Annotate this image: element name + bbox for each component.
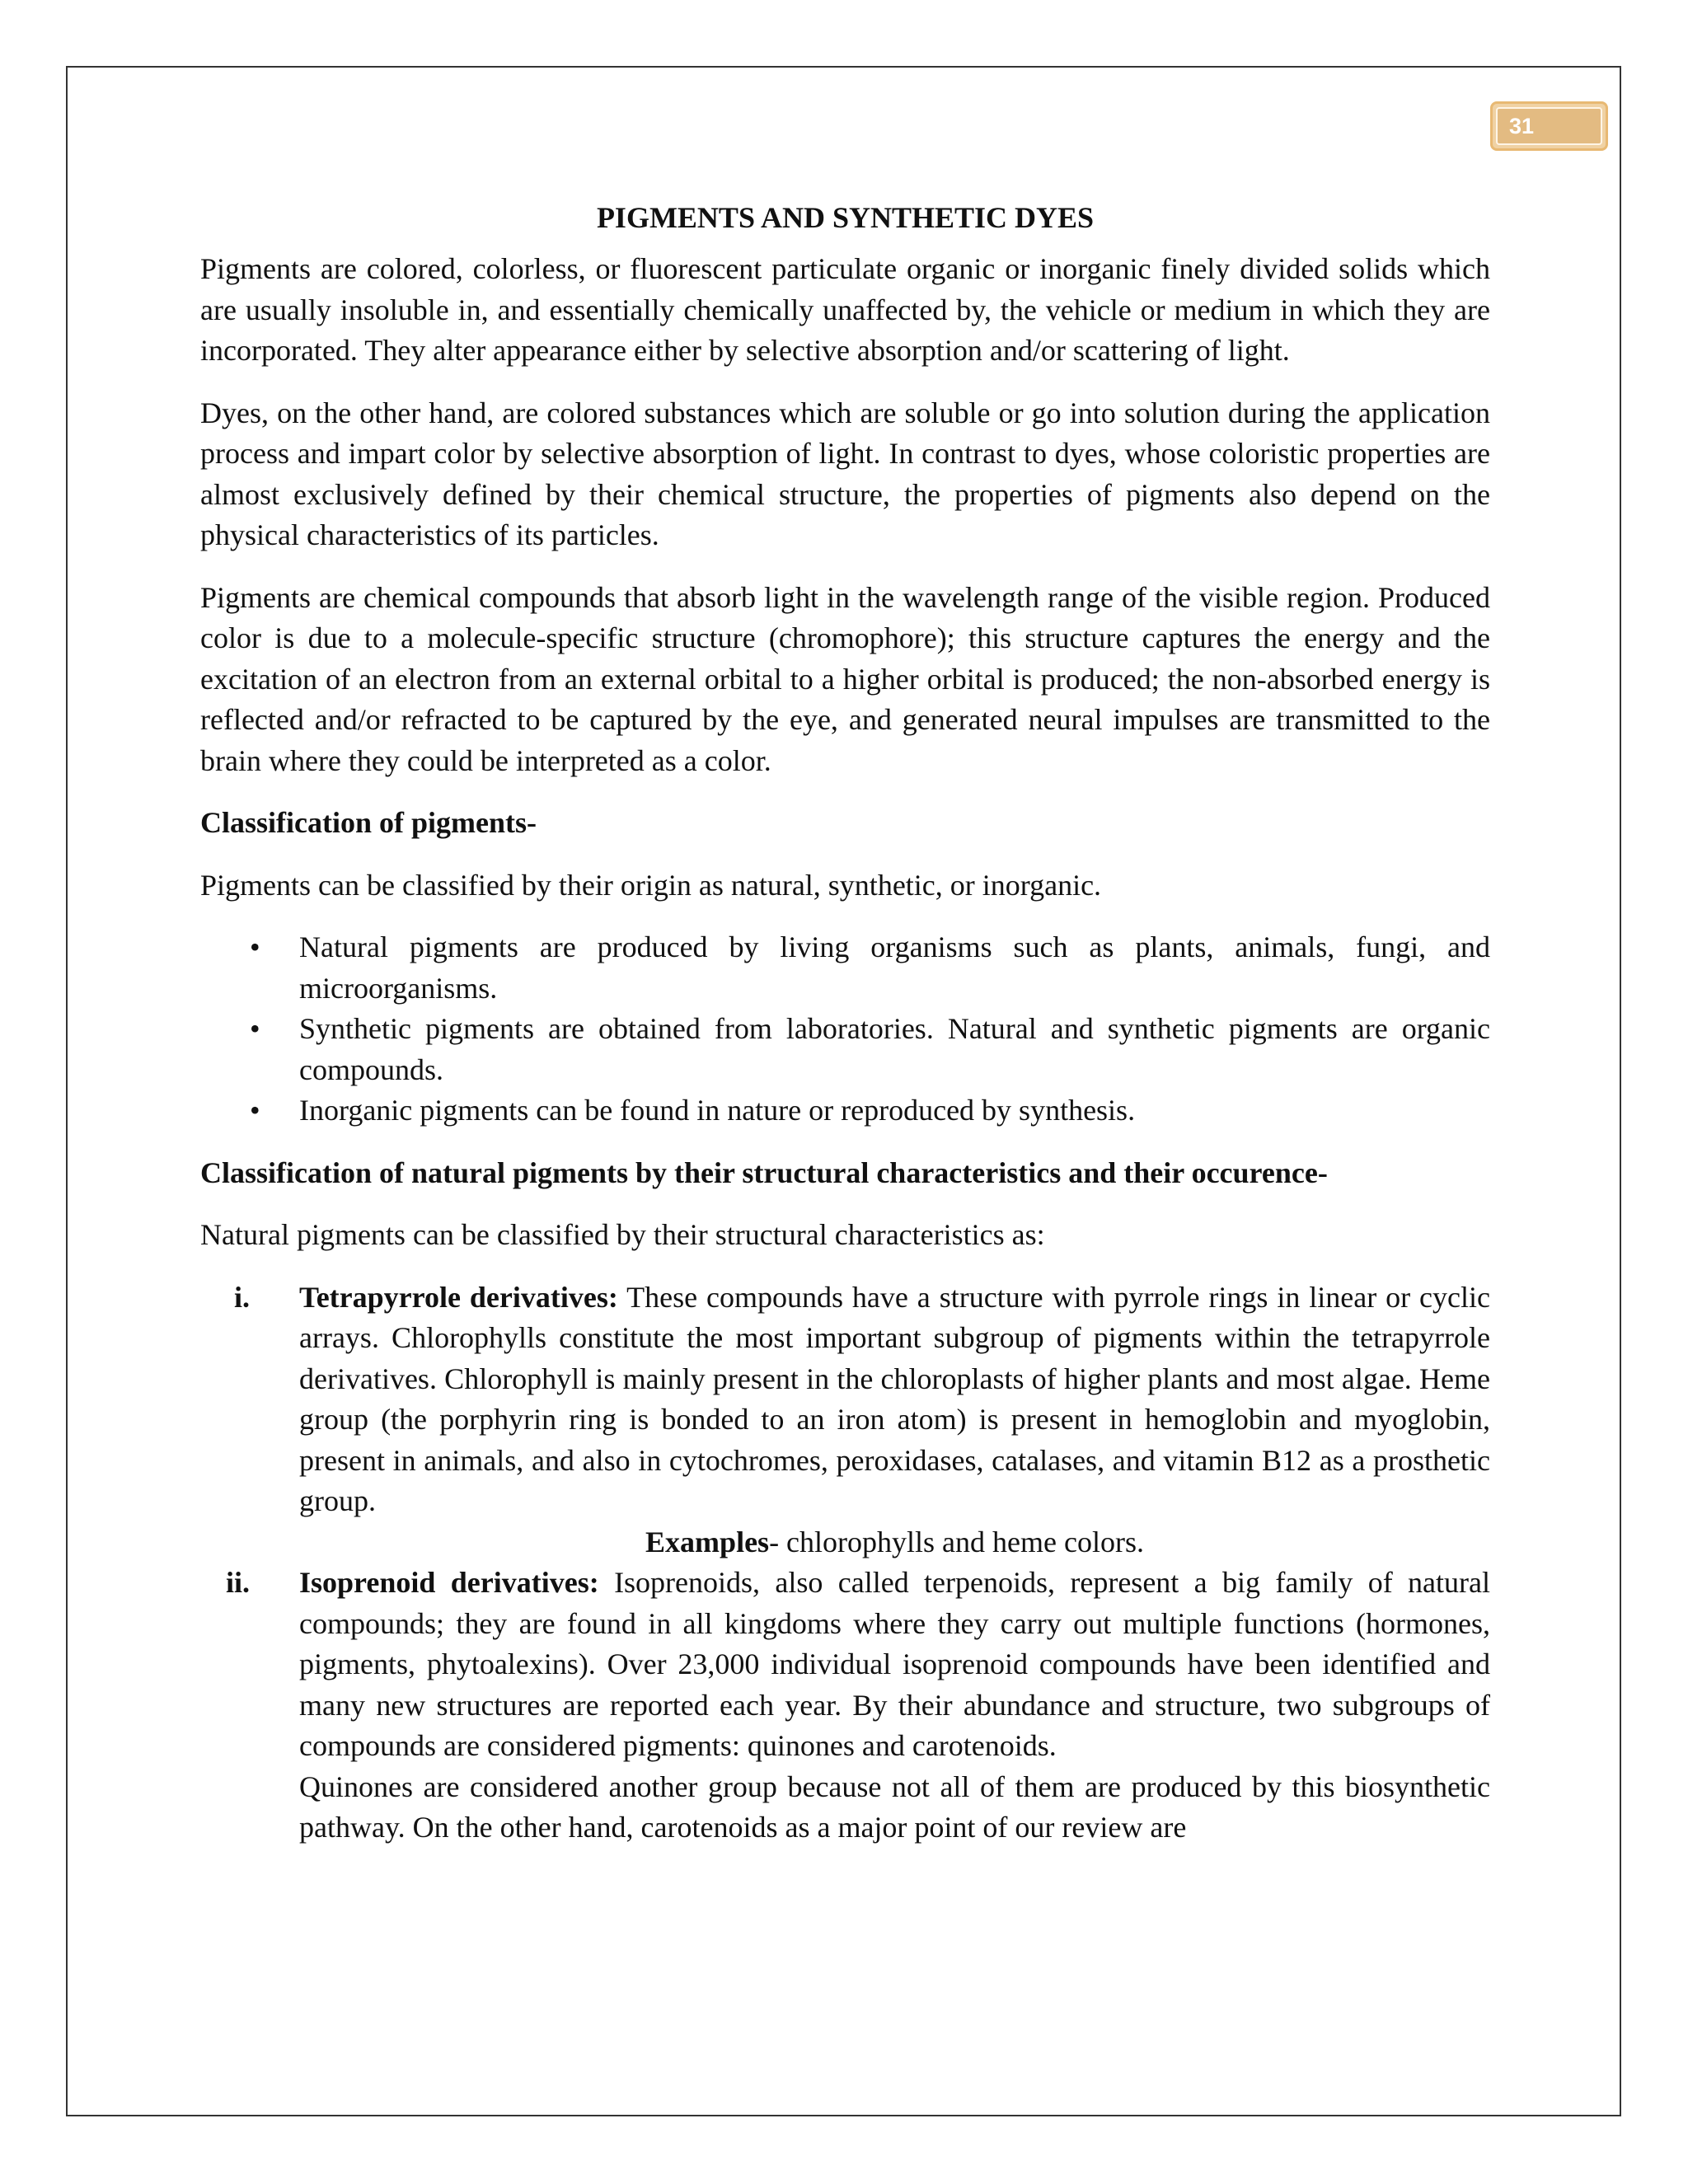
page-number-badge (1490, 101, 1608, 151)
examples-line (299, 1522, 1490, 1563)
examples-text: - chlorophylls and heme colors. (769, 1525, 1144, 1558)
list-item (200, 1090, 1490, 1132)
list-item-isoprenoid (200, 1563, 1490, 1849)
list-item (200, 1009, 1490, 1090)
list-item-text: Inorganic pigments can be found in nature or reproduced by synthesis. (299, 1094, 1136, 1127)
pigment-origin-list (200, 927, 1490, 1132)
list-item (200, 927, 1490, 1009)
page-number: 31 (1496, 107, 1602, 145)
list-item-tetrapyrrole (200, 1277, 1490, 1563)
bullet-icon: • (250, 930, 260, 963)
heading-classification-of-pigments: Classification of pigments- (200, 806, 537, 839)
list-item-number: i. (233, 1280, 250, 1314)
isoprenoid-description: Isoprenoids, also called terpenoids, represent a big family of natural compounds; they are found in all kingdoms where they carry out multiple functions (hormones, pigments, phytoalexins). Over 23,000 individual isoprenoid compounds have been identified and many new structures are reported each year. By their abundance and structure, two subgroups of compounds are considered pigments: quinones and carotenoids. (299, 1566, 1490, 1762)
paragraph-classification-intro: Pigments can be classified by their origin as natural, synthetic, or inorganic. (200, 868, 1102, 902)
document-body (200, 196, 1490, 1849)
examples-label: Examples (645, 1525, 770, 1558)
quinones-paragraph: Quinones are considered another group because not all of them are produced by this biosynthetic pathway. On the other hand, carotenoids as a major point of our review are (299, 1769, 1490, 1844)
structural-classification-list (200, 1277, 1490, 1849)
bullet-icon: • (250, 1012, 260, 1045)
bullet-icon: • (250, 1094, 260, 1127)
paragraph-pigments-chemistry: Pigments are chemical compounds that absorb light in the wavelength range of the visible region. Produced color is due to a molecule-specific structure (chromophore); this structure captures the energy and the excitation of an electron from an external orbital to a higher orbital is produced; the non-absorbed energy is reflected and/or refracted to be captured by the eye, and generated neural impulses are transmitted to the brain where they could be interpreted as a color. (200, 580, 1490, 777)
term-isoprenoid: Isoprenoid derivatives: (299, 1566, 599, 1599)
list-item-text: Synthetic pigments are obtained from laboratories. Natural and synthetic pigments are organic compounds. (299, 1012, 1490, 1086)
document-title: PIGMENTS AND SYNTHETIC DYES (596, 201, 1095, 234)
paragraph-dyes-definition: Dyes, on the other hand, are colored substances which are soluble or go into solution during the application process and impart color by selective absorption of light. In contrast to dyes, whose coloristic properties are almost exclusively defined by their chemical structure, the properties of pigments also depend on the physical characteristics of its particles. (200, 396, 1490, 551)
list-item-text: Natural pigments are produced by living organisms such as plants, animals, fungi, and microorganisms. (299, 930, 1490, 1005)
heading-classification-of-natural-pigments: Classification of natural pigments by their structural characteristics and their occurence- (200, 1155, 1328, 1189)
term-tetrapyrrole: Tetrapyrrole derivatives: (299, 1280, 618, 1314)
list-item-number: ii. (225, 1566, 250, 1599)
paragraph-pigments-definition: Pigments are colored, colorless, or fluorescent particulate organic or inorganic finely divided solids which are usually insoluble in, and essentially chemically unaffected by, the vehicle or medium in which they are incorporated. They alter appearance either by selective absorption and/or scattering of light. (200, 252, 1490, 367)
paragraph-natural-pigments-intro: Natural pigments can be classified by their structural characteristics as: (200, 1218, 1045, 1251)
tetrapyrrole-description: These compounds have a structure with pyrrole rings in linear or cyclic arrays. Chlorophylls constitute the most important subgroup of pigments within the tetrapyrrole derivatives. Chlorophyll is mainly present in the chloroplasts of higher plants and most algae. Heme group (the porphyrin ring is bonded to an iron atom) is present in hemoglobin and myoglobin, present in animals, and also in cytochromes, peroxidases, catalases, and vitamin B12 as a prosthetic group. (299, 1280, 1490, 1517)
